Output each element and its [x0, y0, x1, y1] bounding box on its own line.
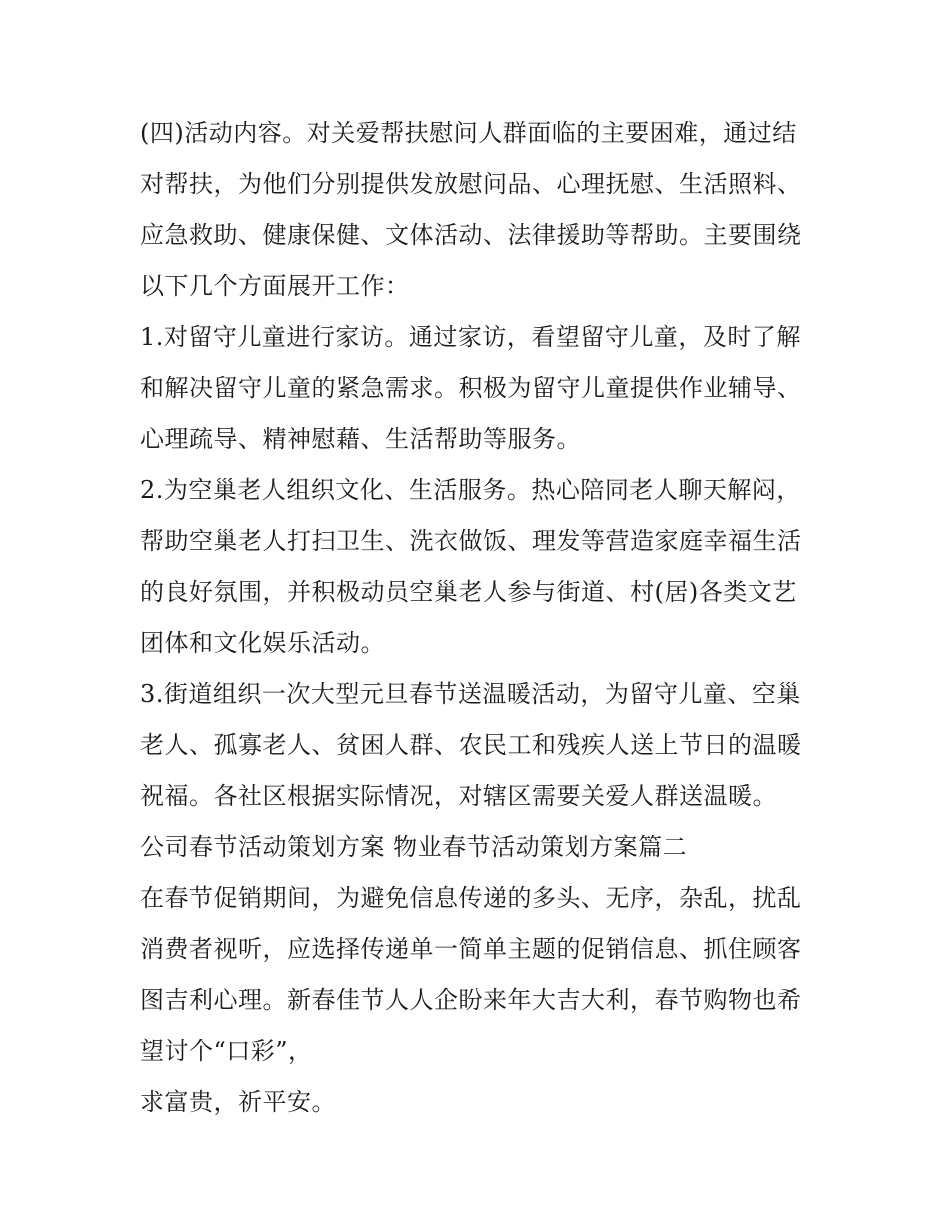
- text-line: 图吉利心理。新春佳节人人企盼来年大吉大利，春节购物也希: [140, 986, 802, 1014]
- text-line: 心理疏导、精神慰藉、生活帮助等服务。: [140, 425, 581, 453]
- text-line: 求富贵，祈平安。: [140, 1088, 336, 1116]
- text-line: 祝福。各社区根据实际情况，对辖区需要关爱人群送温暖。: [140, 782, 777, 810]
- section-heading: 公司春节活动策划方案 物业春节活动策划方案篇二: [140, 833, 688, 861]
- text-line: 应急救助、健康保健、文体活动、法律援助等帮助。主要围绕: [140, 221, 802, 249]
- text-line: 团体和文化娱乐活动。: [140, 629, 385, 657]
- text-line: 对帮扶，为他们分别提供发放慰问品、心理抚慰、生活照料、: [140, 170, 802, 198]
- text-line: 3.街道组织一次大型元旦春节送温暖活动，为留守儿童、空巢: [140, 680, 801, 708]
- text-line: 1.对留守儿童进行家访。通过家访，看望留守儿童，及时了解: [140, 323, 801, 351]
- text-line: 帮助空巢老人打扫卫生、洗衣做饭、理发等营造家庭幸福生活: [140, 527, 802, 555]
- document-body: [140, 108, 820, 1128]
- text-line: (四)活动内容。对关爱帮扶慰问人群面临的主要困难，通过结: [140, 119, 797, 147]
- text-line: 和解决留守儿童的紧急需求。积极为留守儿童提供作业辅导、: [140, 374, 802, 402]
- text-line: 以下几个方面展开工作：: [140, 272, 410, 300]
- text-line: 在春节促销期间，为避免信息传递的多头、无序，杂乱，扰乱: [140, 884, 802, 912]
- text-line: 消费者视听，应选择传递单一简单主题的促销信息、抓住顾客: [140, 935, 802, 963]
- text-line: 的良好氛围，并积极动员空巢老人参与街道、村(居)各类文艺: [140, 578, 797, 606]
- text-line: 老人、孤寡老人、贫困人群、农民工和残疾人送上节日的温暖: [140, 731, 802, 759]
- text-line: 望讨个“口彩”，: [140, 1037, 313, 1065]
- text-line: 2.为空巢老人组织文化、生活服务。热心陪同老人聊天解闷，: [140, 476, 801, 504]
